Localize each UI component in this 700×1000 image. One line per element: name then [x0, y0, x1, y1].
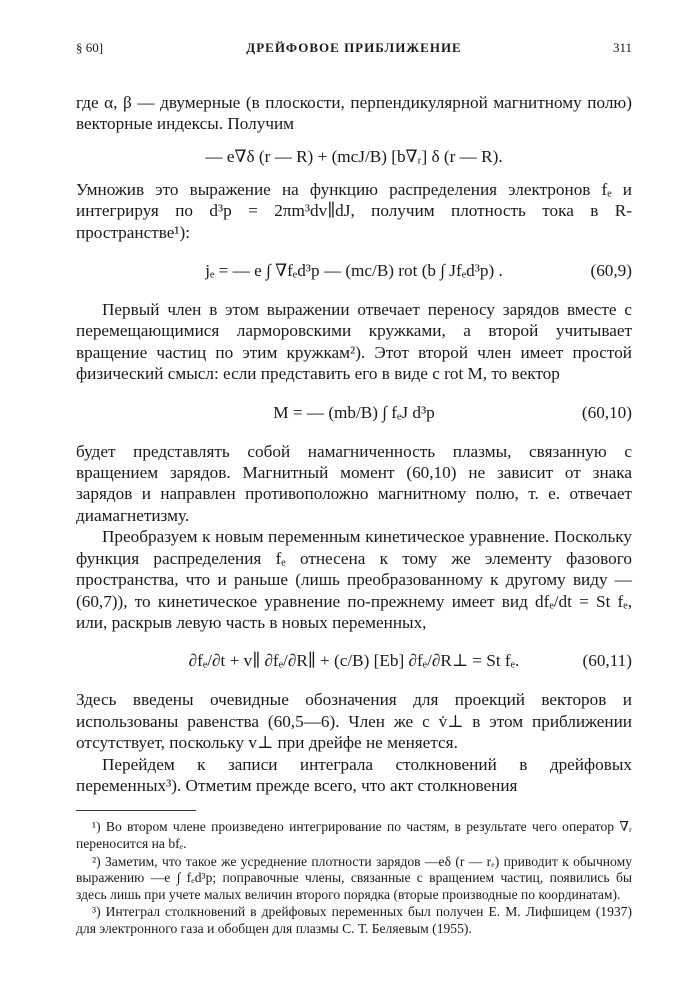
paragraph-2: Умножив это выражение на функцию распределения электронов fₑ и интегрируя по d³p = 2πm³dv∥dJ, получим плотность тока в R-пространстве¹): [76, 179, 632, 242]
main-text [76, 92, 632, 796]
running-title: ДРЕЙФОВОЕ ПРИБЛИЖЕНИЕ [246, 40, 462, 55]
footnote-3: ³) Интеграл столкновений в дрейфовых переменных был получен Е. М. Лифшицем (1937) для электронного газа и обобщен для плазмы С. Т. Беляевым (1955). [76, 904, 632, 936]
formula-60-9 [76, 243, 632, 299]
formula-1 [76, 135, 632, 179]
page [76, 40, 632, 939]
equation-number-60-9: (60,9) [590, 261, 632, 281]
footnotes [76, 819, 632, 937]
footnote-divider [76, 810, 196, 811]
formula-60-10 [76, 385, 632, 441]
paragraph-1: где α, β — двумерные (в плоскости, перпендикулярной магнитному полю) векторные индексы. Получим [76, 93, 632, 134]
paragraph-4: будет представлять собой намагниченность плазмы, связанную с вращением зарядов. Магнитный момент (60,10) не зависит от знака зарядов и направлен противоположно магнитному полю, т. е. отвечает диамагнетизму. [76, 441, 632, 525]
section-mark: § 60] [76, 40, 104, 55]
footnote-1: ¹) Во втором члене произведено интегрирование по частям, в результате чего оператор ∇ᵣ переносится на bfₑ. [76, 819, 632, 851]
paragraph-3: Первый член в этом выражении отвечает переносу зарядов вместе с перемещающимися ларморовскими кружками, а второй учитывает вращение частиц по этим кружкам²). Этот второй член имеет простой физический смысл: если представить его в виде c rot M, то вектор [76, 300, 632, 384]
paragraph-6: Здесь введены очевидные обозначения для проекций векторов и использованы равенства (60,5—6). Член же с v̇⊥ в этом приближении отсутствует, поскольку v⊥ при дрейфе не меняется. [76, 690, 632, 753]
formula-1-expression: — e∇δ (r — R) + (mcJ/B) [b∇ᵣ] δ (r — R). [205, 146, 503, 166]
equation-number-60-11: (60,11) [582, 651, 632, 671]
formula-60-11 [76, 633, 632, 689]
paragraph-5: Преобразуем к новым переменным кинетическое уравнение. Поскольку функция распределения fₑ отнесена к тому же элементу фазового пространства, что и раньше (лишь преобразованному к другому виду — (60,7)), то кинетическое уравнение по-прежнему имеет вид dfₑ/dt = St fₑ, или, раскрыв левую часть в новых переменных, [76, 527, 632, 632]
formula-60-10-expression: M = — (mb/B) ∫ fₑJ d³p [273, 402, 435, 422]
formula-60-9-expression: jₑ = — e ∫ ∇fₑd³p — (mc/B) rot (b ∫ Jfₑd³p) . [205, 261, 503, 281]
page-number: 311 [612, 40, 632, 55]
equation-number-60-10: (60,10) [581, 402, 632, 422]
formula-60-11-expression: ∂fₑ/∂t + v∥ ∂fₑ/∂R∥ + (c/B) [Eb] ∂fₑ/∂R⊥ = St fₑ. [188, 651, 520, 671]
paragraph-7: Перейдем к записи интеграла столкновений в дрейфовых переменных³). Отметим прежде всего, что акт столкновения [76, 754, 632, 795]
footnote-2: ²) Заметим, что такое же усреднение плотности зарядов —eδ (r — rₑ) приводит к обычному выражению —e ∫ fₑd³p; поправочные члены, связанные с вращением частиц, появились бы здесь лишь при учете малых величин второго порядка (вторые производные по координатам). [76, 853, 632, 902]
running-header [76, 40, 632, 62]
